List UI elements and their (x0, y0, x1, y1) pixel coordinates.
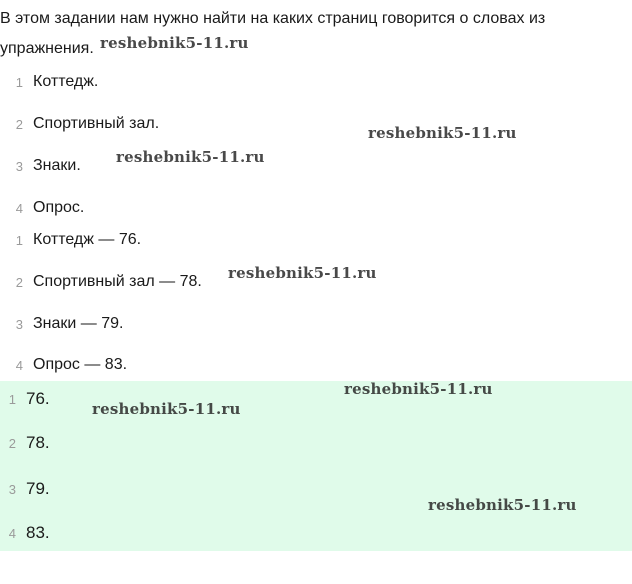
list-number: 1 (15, 74, 23, 90)
list-number: 3 (15, 316, 23, 332)
list-number: 4 (8, 525, 16, 541)
list-text: Спортивный зал — 78. (33, 273, 202, 290)
watermark: reshebnik5-11.ru (100, 34, 249, 52)
watermark: reshebnik5-11.ru (428, 496, 577, 514)
list-text: Коттедж. (33, 73, 99, 90)
list-text: Коттедж — 76. (33, 231, 142, 248)
list-text: 79. (26, 479, 50, 498)
list-item (0, 312, 123, 336)
list-text: Опрос. (33, 199, 85, 216)
list-number: 1 (15, 232, 23, 248)
list-item (0, 353, 127, 377)
list-number: 4 (15, 357, 23, 373)
list-number: 3 (8, 481, 16, 497)
list-item (0, 387, 50, 411)
list-item (0, 270, 202, 294)
list-item (0, 477, 50, 501)
list-item (0, 228, 141, 252)
watermark: reshebnik5-11.ru (344, 380, 493, 398)
list-number: 1 (8, 391, 16, 407)
list-text: Знаки. (33, 157, 81, 174)
list-number: 2 (15, 116, 23, 132)
list-number: 2 (8, 435, 16, 451)
list-item (0, 70, 98, 94)
list-item (0, 521, 50, 545)
list-number: 4 (15, 200, 23, 216)
list-number: 2 (15, 274, 23, 290)
watermark: reshebnik5-11.ru (228, 264, 377, 282)
list-item (0, 112, 159, 136)
list-item (0, 196, 84, 220)
list-text: 76. (26, 389, 50, 408)
list-number: 3 (15, 158, 23, 174)
list-item (0, 431, 50, 455)
watermark: reshebnik5-11.ru (116, 148, 265, 166)
list-text: Знаки — 79. (33, 315, 124, 332)
list-text: 78. (26, 433, 50, 452)
list-text: Спортивный зал. (33, 115, 160, 132)
watermark: reshebnik5-11.ru (368, 124, 517, 142)
list-item (0, 154, 81, 178)
watermark: reshebnik5-11.ru (92, 400, 241, 418)
list-text: Опрос — 83. (33, 356, 128, 373)
intro-paragraph: В этом задании нам нужно найти на каких страниц говорится о словах из упражнения. (0, 10, 546, 57)
list-text: 83. (26, 523, 50, 542)
